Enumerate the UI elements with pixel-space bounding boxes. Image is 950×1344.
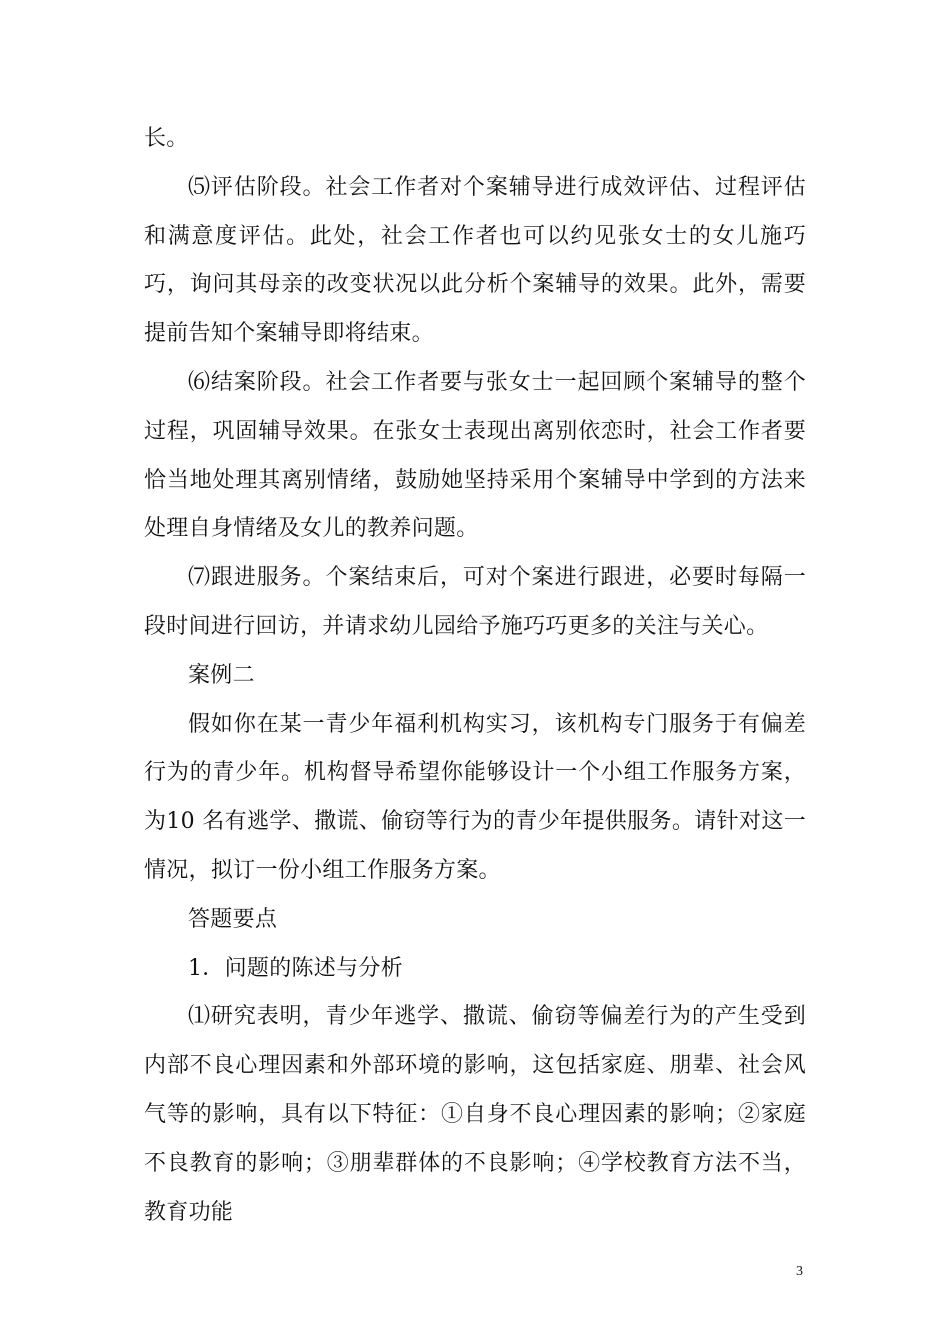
case-heading: 案例二 [188, 662, 255, 688]
page-number: 3 [796, 1264, 803, 1279]
paragraph-evaluation-stage: ⑸评估阶段。社会工作者对个案辅导进行成效评估、过程评估和满意度评估。此处，社会工作者也可以约见张女士的女儿施巧巧，询问其母亲的改变状况以此分析个案辅导的效果。此外，需要提前告知个案辅导即将结束。 [144, 174, 806, 347]
paragraph-follow-up: ⑺跟进服务。个案结束后，可对个案进行跟进，必要时每隔一段时间进行回访，并请求幼儿园给予施巧巧更多的关注与关心。 [144, 565, 806, 639]
section-heading-problem-analysis: 1．问题的陈述与分析 [188, 955, 403, 981]
answer-points-heading: 答题要点 [188, 906, 278, 932]
paragraph-case-description: 假如你在某一青少年福利机构实习，该机构专门服务于有偏差行为的青少年。机构督导希望你能够设计一个小组工作服务方案，为10 名有逃学、撒谎、偷窃等行为的青少年提供服务。请针对这一情况，拟订一份小组工作服务方案。 [144, 711, 806, 883]
paragraph-closing-stage: ⑹结案阶段。社会工作者要与张女士一起回顾个案辅导的整个过程，巩固辅导效果。在张女士表现出离别依恋时，社会工作者要恰当地处理其离别情绪，鼓励她坚持采用个案辅导中学到的方法来处理自身情绪及女儿的教养问题。 [144, 369, 806, 542]
document-body [144, 115, 806, 1237]
paragraph-research-findings: ⑴研究表明，青少年逃学、撒谎、偷窃等偏差行为的产生受到内部不良心理因素和外部环境的影响，这包括家庭、朋辈、社会风气等的影响，具有以下特征：①自身不良心理因素的影响；②家庭不良教育的影响；③朋辈群体的不良影响；④学校教育方法不当，教育功能 [144, 1004, 806, 1225]
paragraph-continuation: 长。 [144, 126, 189, 151]
